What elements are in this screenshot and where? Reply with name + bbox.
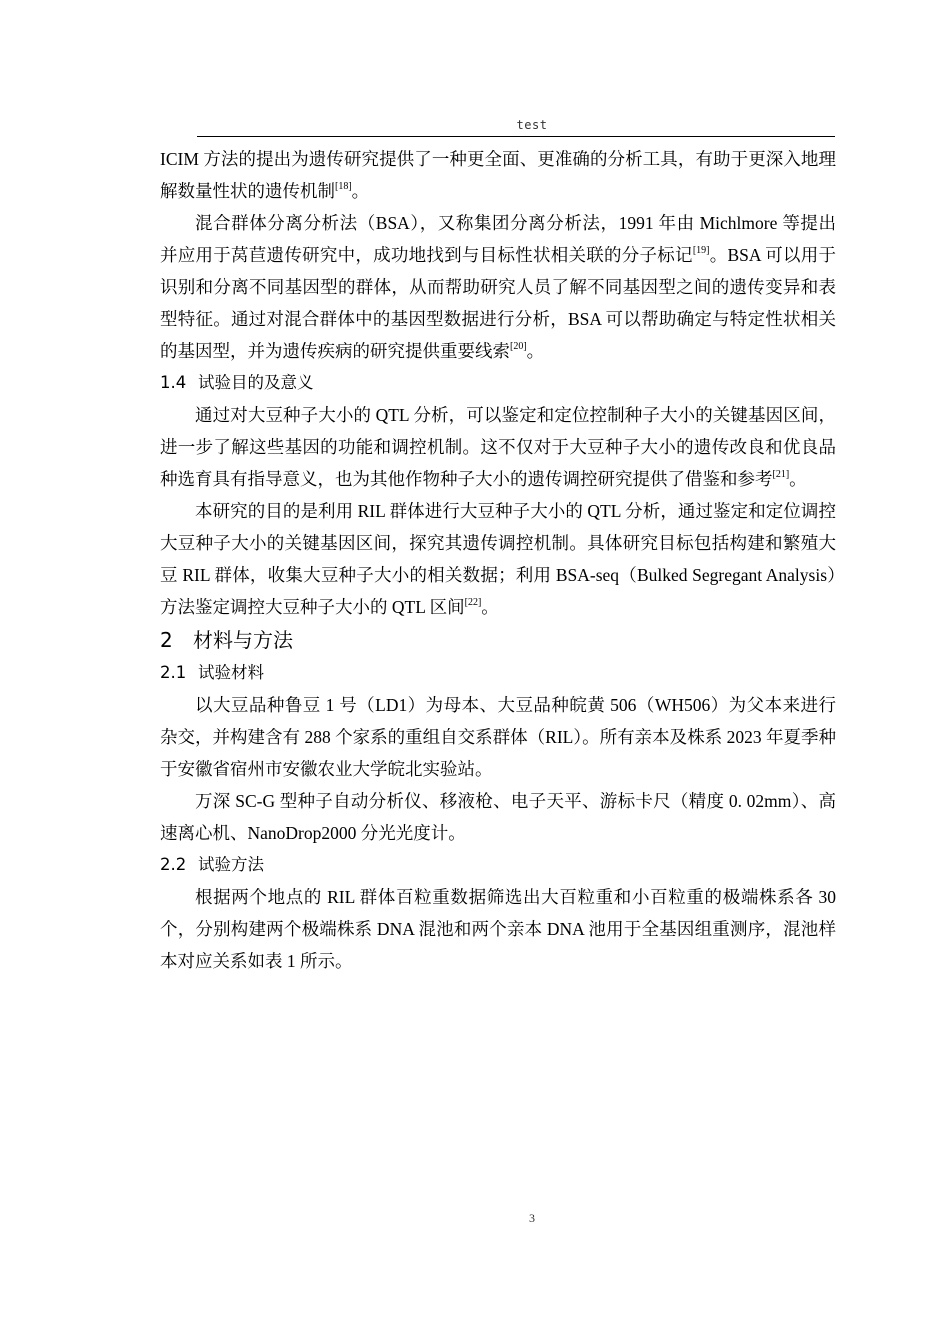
running-header: test xyxy=(516,118,548,132)
section-heading-2-1: 2.1 试验材料 xyxy=(160,663,264,682)
section-heading-2: 2 材料与方法 xyxy=(160,628,293,652)
citation-19[interactable]: [19] xyxy=(692,245,710,256)
header-rule xyxy=(197,136,835,137)
paragraph-methods: 根据两个地点的 RIL 群体百粒重数据筛选出大百粒重和小百粒重的极端株系各 30 个，分别构建两个极端株系 DNA 混池和两个亲本 DNA 池用于全基因组重测序，混池样本对应关系如表 1 所示。 xyxy=(160,887,836,971)
page-body xyxy=(160,143,836,977)
paragraph-instruments: 万深 SC-G 型种子自动分析仪、移液枪、电子天平、游标卡尺（精度 0. 02mm）、高速离心机、NanoDrop2000 分光光度计。 xyxy=(160,791,836,843)
paragraph-objective: 本研究的目的是利用 RIL 群体进行大豆种子大小的 QTL 分析，通过鉴定和定位调控大豆种子大小的关键基因区间，探究其遗传调控机制。具体研究目标包括构建和繁殖大豆 RIL 群体，收集大豆种子大小的相关数据；利用 BSA-seq（Bulked Segregant Analysis）方法鉴定调控大豆种子大小的 QTL 区间[22]。 xyxy=(160,501,836,617)
paragraph-bsa: 混合群体分离分析法（BSA），又称集团分离分析法，1991 年由 Michlmore 等提出并应用于莴苣遗传研究中，成功地找到与目标性状相关联的分子标记[19]。BSA 可以用于识别和分离不同基因型的群体，从而帮助研究人员了解不同基因型之间的遗传变异和表型特征。通过对混合群体中的基因型数据进行分析，BSA 可以帮助确定与特定性状相关的基因型，并为遗传疾病的研究提供重要线索[20]。 xyxy=(160,213,836,361)
paragraph-materials: 以大豆品种鲁豆 1 号（LD1）为母本、大豆品种皖黄 506（WH506）为父本来进行杂交，并构建含有 288 个家系的重组自交系群体（RIL）。所有亲本及株系 2023 年夏季种于安徽省宿州市安徽农业大学皖北实验站。 xyxy=(160,695,836,779)
paragraph-icim: ICIM 方法的提出为遗传研究提供了一种更全面、更准确的分析工具，有助于更深入地理解数量性状的遗传机制[18]。 xyxy=(160,149,836,201)
citation-21[interactable]: [21] xyxy=(772,469,790,480)
citation-22[interactable]: [22] xyxy=(464,597,482,608)
page-number: 3 xyxy=(529,1211,535,1225)
section-heading-1-4: 1.4 试验目的及意义 xyxy=(160,373,314,392)
paragraph-purpose: 通过对大豆种子大小的 QTL 分析，可以鉴定和定位控制种子大小的关键基因区间，进一步了解这些基因的功能和调控机制。这不仅对于大豆种子大小的遗传改良和优良品种选育具有指导意义，也为其他作物种子大小的遗传调控研究提供了借鉴和参考[21]。 xyxy=(160,405,836,489)
citation-20[interactable]: [20] xyxy=(510,341,527,352)
section-heading-2-2: 2.2 试验方法 xyxy=(160,855,264,874)
citation-18[interactable]: [18] xyxy=(335,181,352,192)
